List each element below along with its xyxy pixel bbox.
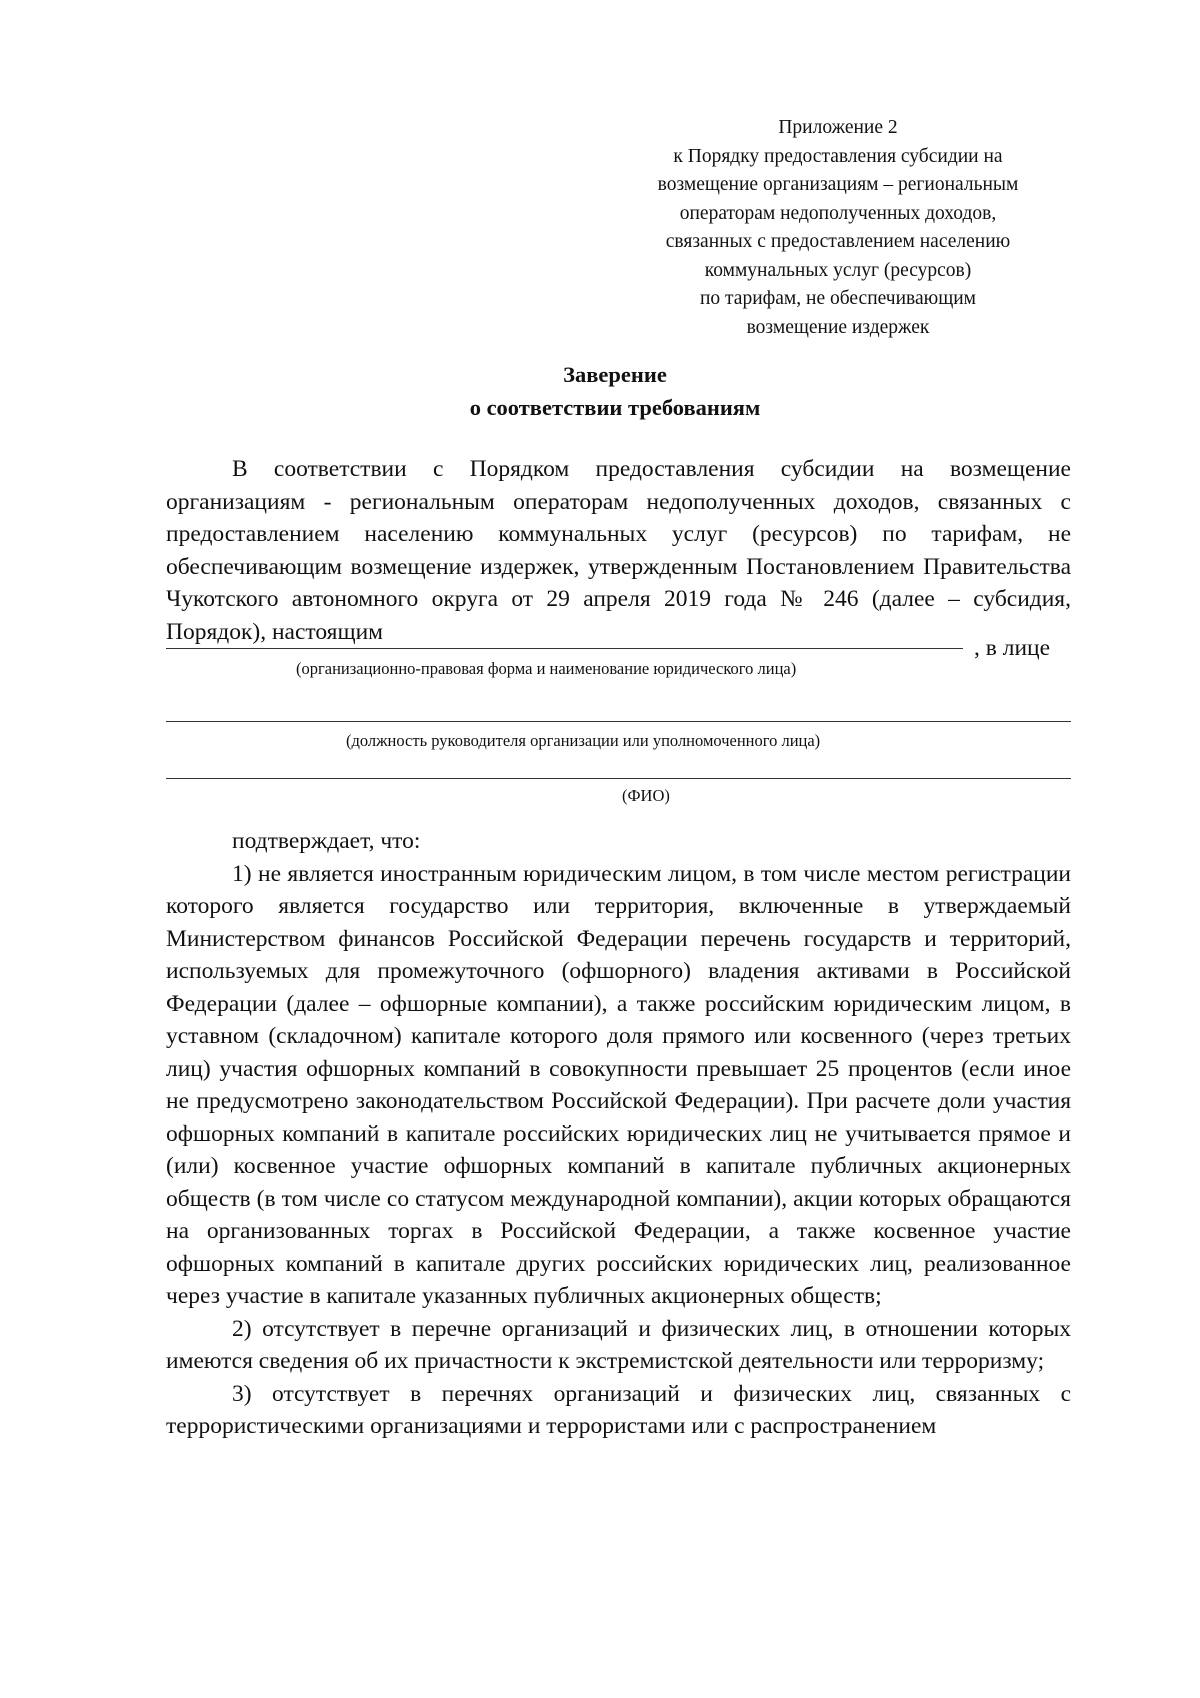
appendix-line: операторам недополученных доходов, [679, 202, 997, 224]
confirmations-section [166, 825, 1071, 1443]
appendix-header [618, 114, 1058, 342]
appendix-line: возмещение издержек [746, 316, 930, 338]
intro-section [166, 453, 1071, 648]
confirmation-item-2: 2) отсутствует в перечне организаций и физических лиц, в отношении которых имеются сведения об их причастности к экстремистской деятельности или терроризму; [166, 1315, 1071, 1374]
position-line [166, 721, 1071, 722]
confirms-lead: подтверждает, что: [232, 828, 421, 854]
appendix-line: коммунальных услуг (ресурсов) [704, 259, 972, 281]
appendix-line: возмещение организациям – региональным [657, 174, 1019, 195]
position-caption: (должность руководителя организации или уполномоченного лица) [346, 731, 821, 750]
fio-caption: (ФИО) [622, 786, 670, 805]
org-caption: (организационно-правовая форма и наименование юридического лица) [296, 659, 797, 678]
title-line-2: о соответствии требованиям [469, 395, 761, 420]
confirmation-item-3: 3) отсутствует в перечнях организаций и физических лиц, связанных с террористическими организациями и террористами или с распространением [166, 1380, 1071, 1439]
appendix-line: к Порядку предоставления субсидии на [673, 145, 1003, 167]
appendix-line: связанных с предоставлением населению [665, 231, 1011, 252]
title-line-1: Заверение [563, 362, 667, 387]
org-name-line [166, 648, 963, 649]
confirmation-item-1: 1) не является иностранным юридическим лицом, в том числе местом регистрации которого является государство или территория, включенные в утверждаемый Министерством финансов Российской Федерации перечень государств и территорий, используемых для промежуточного (офшорного) владения активами в Российской Федерации (далее – офшорные компании), а также российским юридическим лицом, в уставном (складочном) капитале которого доля прямого или косвенного (через третьих лиц) участия офшорных компаний в совокупности превышает 25 процентов (если иное не предусмотрено законодательством Российской Федерации). При расчете доли участия офшорных компаний в капитале российских юридических лиц не учитывается прямое и (или) косвенное участие офшорных компаний в капитале публичных акционерных обществ (в том числе со статусом международной компании), акции которых обращаются на организованных торгах в Российской Федерации, а также косвенное участие офшорных компаний в капитале других российских юридических лиц, реализованное через участие в капитале указанных публичных акционерных обществ; [166, 860, 1071, 1309]
document-title [0, 358, 1200, 424]
appendix-line: Приложение 2 [778, 117, 898, 138]
intro-paragraph: В соответствии с Порядком предоставления субсидии на возмещение организациям - региональным операторам недополученных доходов, связанных с предоставлением населению коммунальных услуг (ресурсов) по тарифам, не обеспечивающим возмещение издержек, утвержденным Постановлением Правительства Чукотского автономного округа от 29 апреля 2019 года № 246 (далее – субсидия, Порядок), настоящим [166, 456, 1071, 645]
fio-line [166, 778, 1071, 779]
appendix-line: по тарифам, не обеспечивающим [699, 288, 977, 309]
org-line-suffix: , в лице [974, 635, 1051, 661]
